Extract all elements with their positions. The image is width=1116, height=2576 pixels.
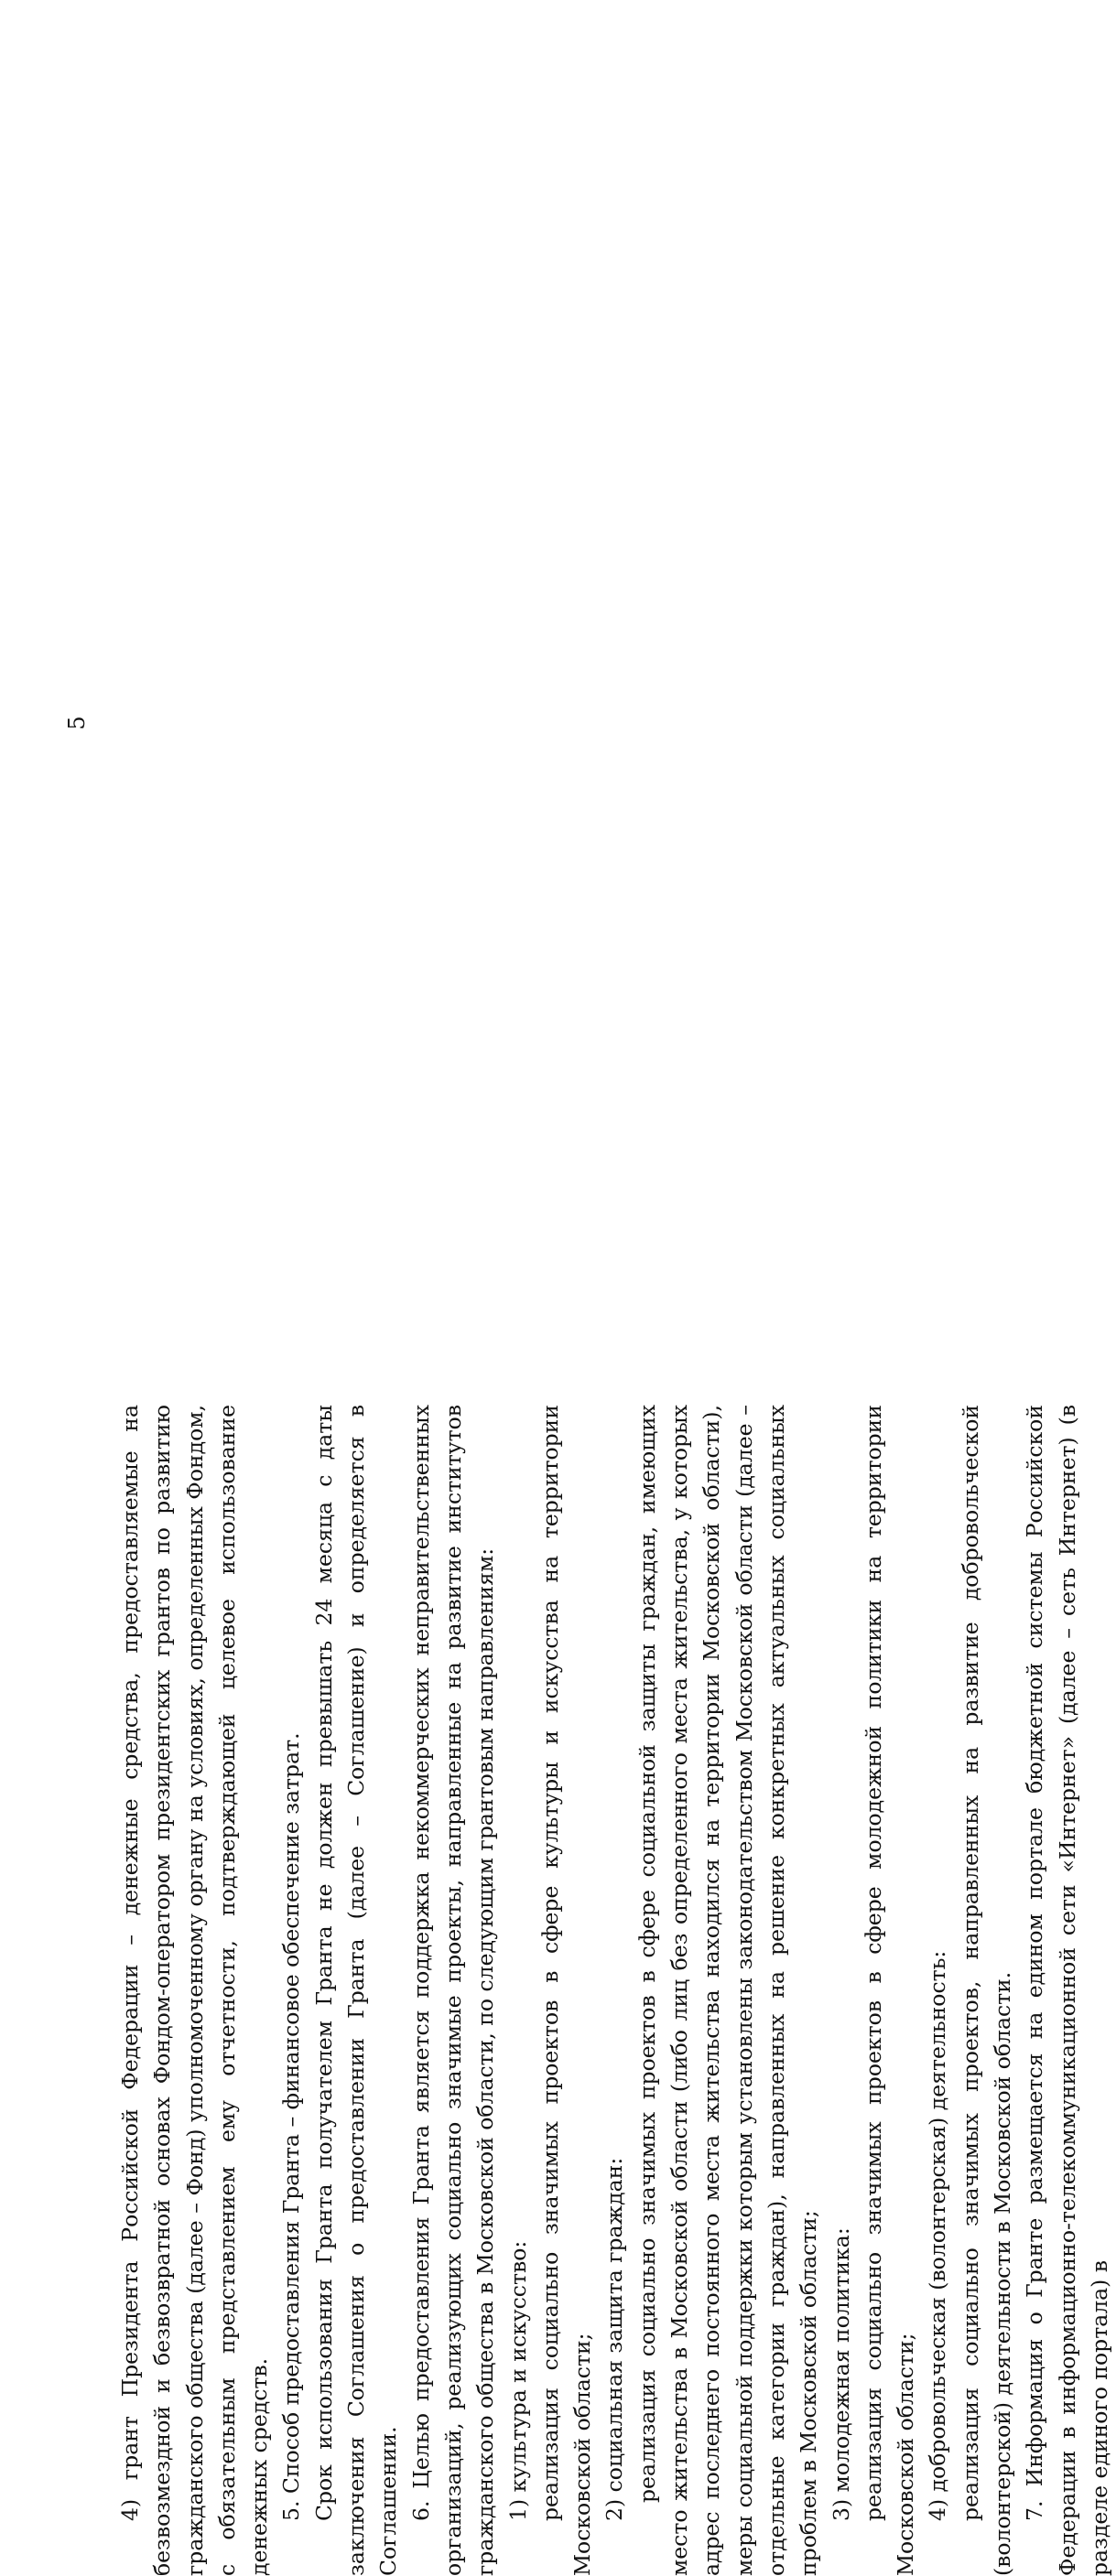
paragraph: 4) добровольческая (волонтерская) деятельность:: [925, 1950, 951, 2521]
paragraph: 1) культура и искусство:: [504, 2240, 531, 2521]
paragraph: Срок использования Гранта получателем Гранта не должен превышать 24 месяца с даты заключения Соглашения о предоставлении Гранта (далее – Соглашение) и определяется в Соглашении.: [310, 1405, 402, 2576]
paragraph: 7. Информация о Гранте размещается на едином портале бюджетной системы Российской Федерации в информационно-телекоммуникационной сети «Интернет» (далее – сеть Интернет) (в разделе единого портала) в: [1022, 1405, 1112, 2576]
paragraph: реализация социально значимых проектов, направленных на развитие добровольческой (волонтерской) деятельности в Московской области.: [957, 1405, 1016, 2576]
paragraph: реализация социально значимых проектов в сфере молодежной политики на территории Московской области;: [860, 1405, 919, 2576]
paragraph: 5. Способ предоставления Гранта – финансовое обеспечение затрат.: [278, 1732, 305, 2521]
paragraph: 6. Целью предоставления Гранта является поддержка некоммерческих неправительственных организаций, реализующих социально значимые проекты, направленные на развитие институтов гражданского общества в Московской области, по следующим грантовым направлениям:: [407, 1405, 499, 2576]
paragraph: 3) молодежная политика:: [828, 2227, 854, 2521]
paragraph: реализация социально значимых проектов в сфере социальной защиты граждан, имеющих место жительства в Московской области (либо лиц без определенного места жительства, у которых адрес последнего постоянного места жительства находился на территории Московской области), меры социальной поддержки которым установлены законодательством Московской области (далее – отдельные категории граждан), направленных на решение конкретных актуальных социальных проблем в Московской области;: [634, 1405, 822, 2576]
page-number: 5: [64, 716, 90, 730]
document-body: [114, 1405, 1116, 2576]
paragraph: 2) социальная защита граждан:: [601, 2157, 628, 2521]
paragraph: реализация социально значимых проектов в сфере культуры и искусства на территории Московской области;: [536, 1405, 596, 2576]
paragraph: 4) грант Президента Российской Федерации – денежные средства, предоставляемые на безвозмездной и безвозвратной основах Фондом-оператором президентских грантов по развитию гражданского общества (далее – Фонд) уполномоченному органу на условиях, определенных Фондом, с обязательным представлением ему отчетности, подтверждающей целевое использование денежных средств.: [117, 1405, 273, 2576]
